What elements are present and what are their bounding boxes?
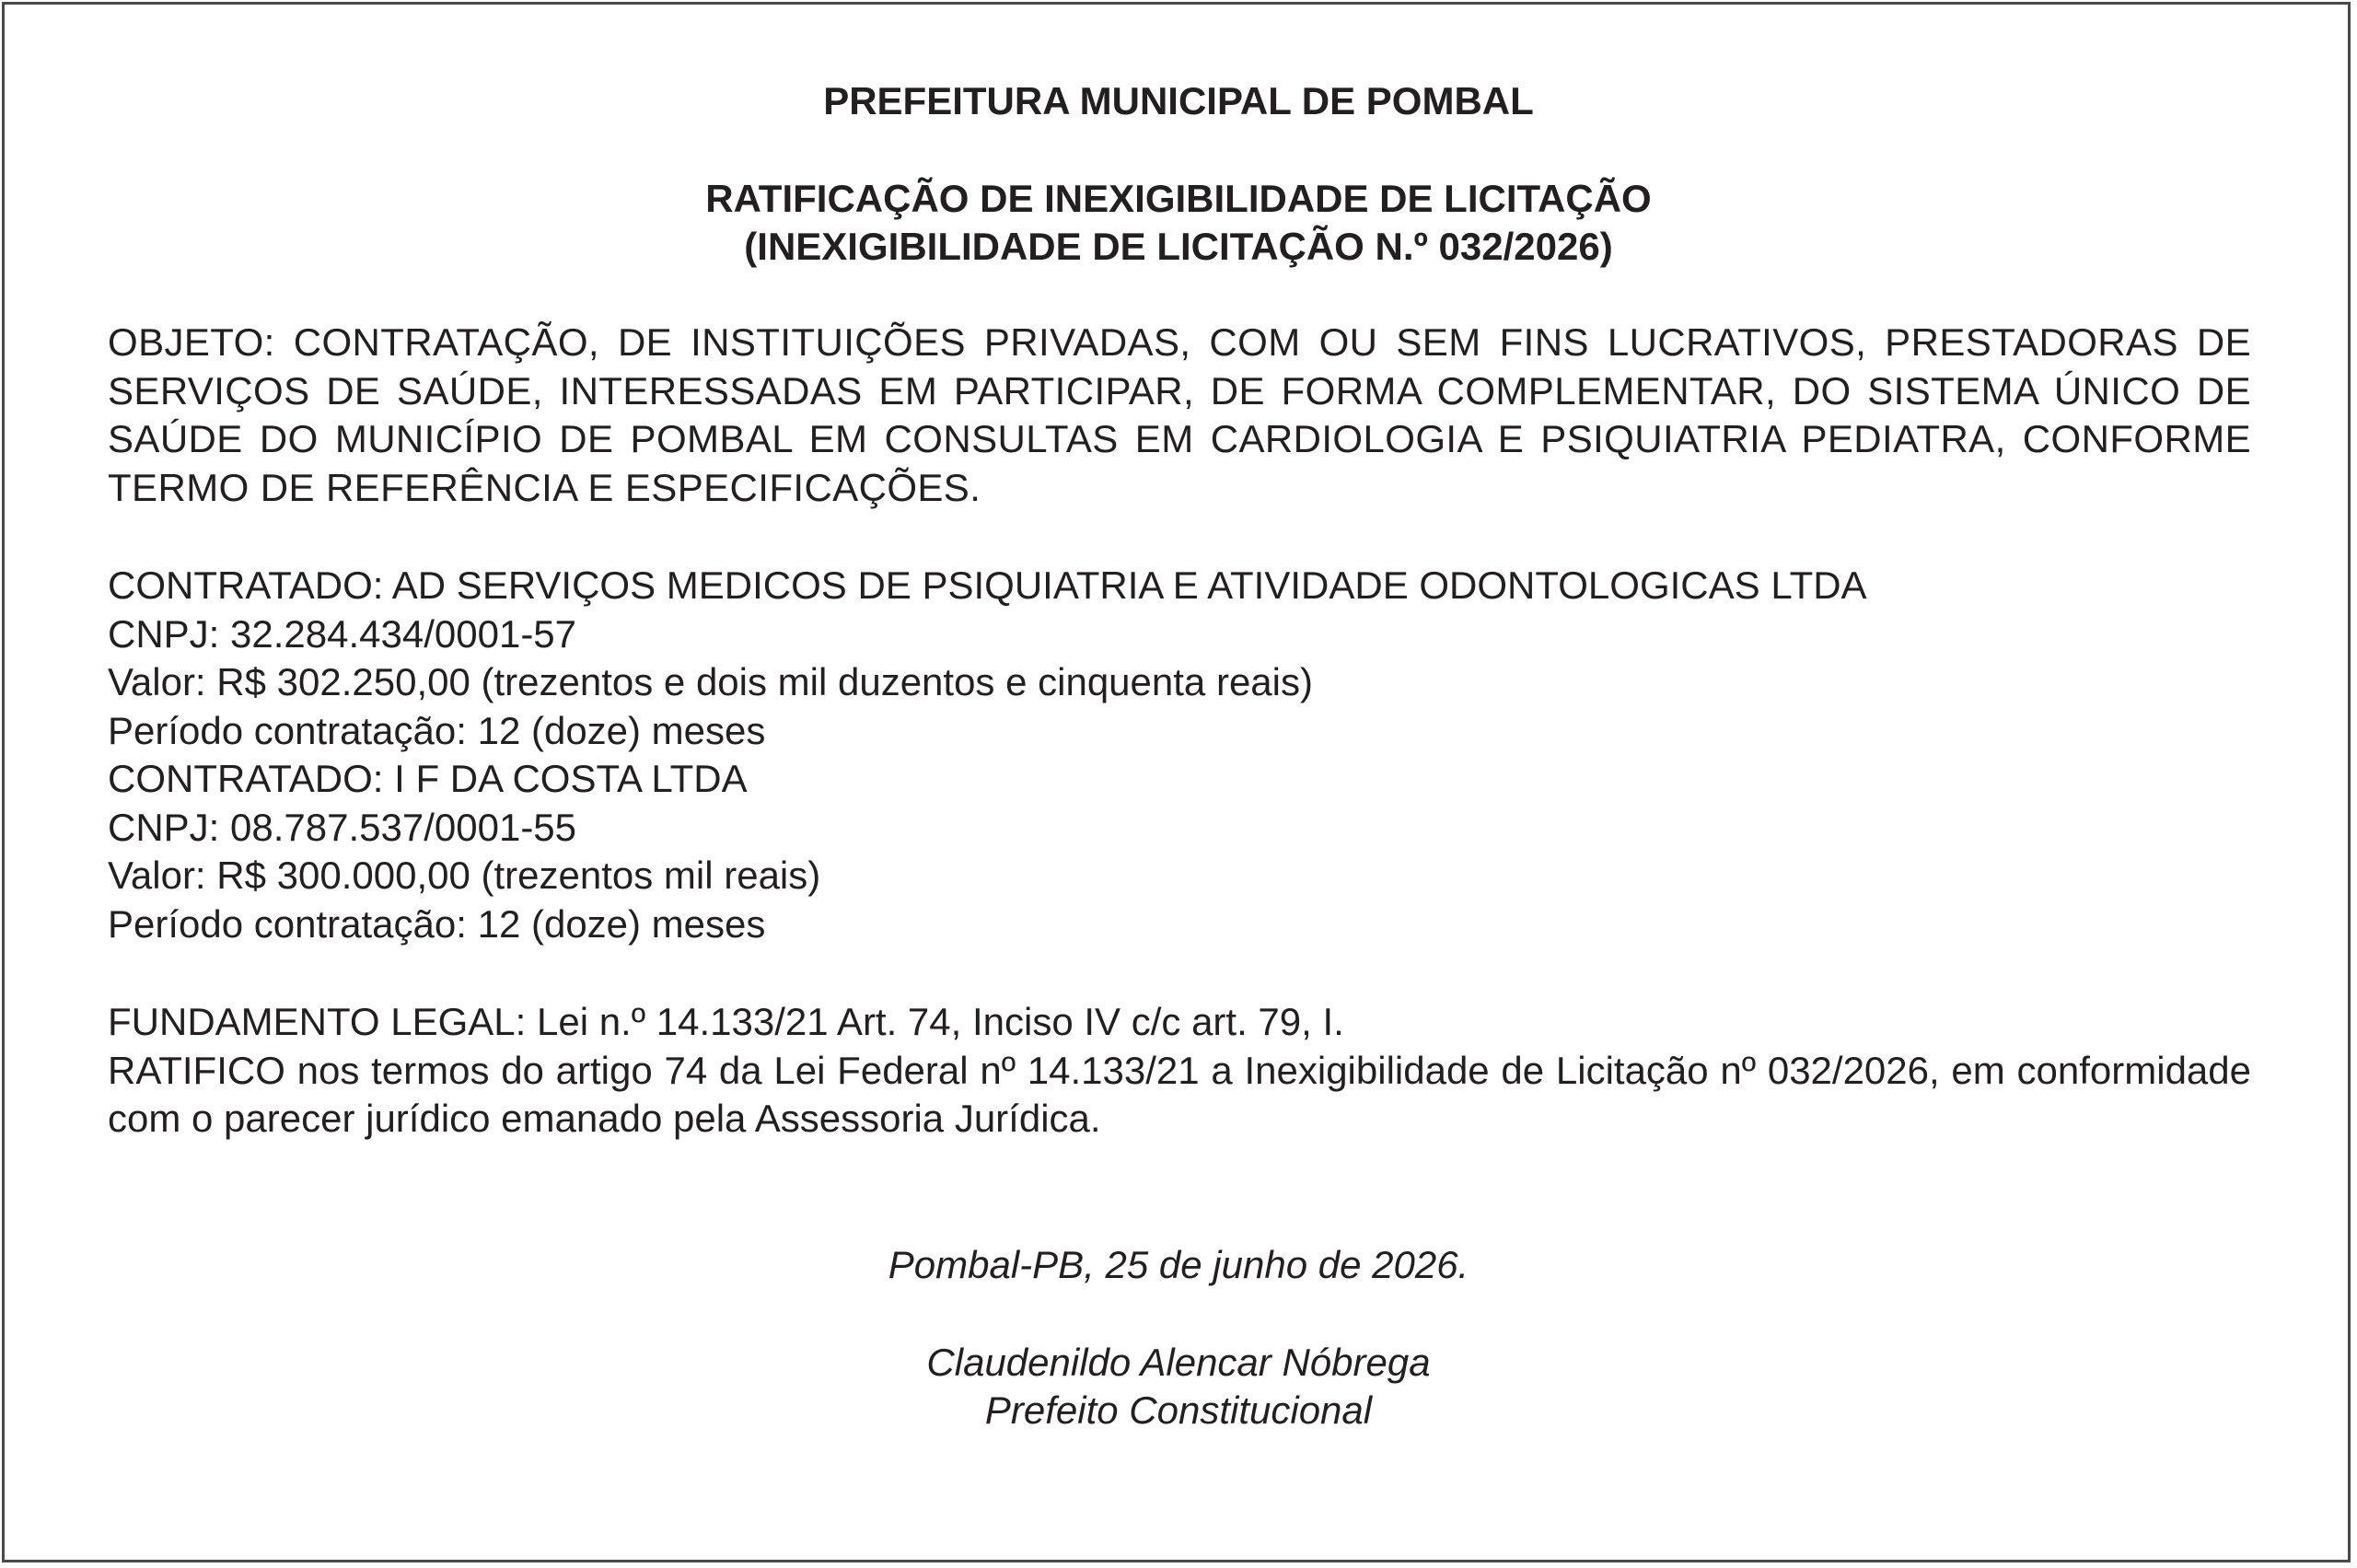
cnpj-1: CNPJ: 32.284.434/0001-57 [108,611,577,656]
periodo-1: Período contratação: 12 (doze) meses [108,708,766,752]
place-date: Pombal-PB, 25 de junho de 2026. [888,1243,1469,1286]
signatory-name: Claudenildo Alencar Nóbrega [926,1341,1431,1384]
ratifico-paragraph: RATIFICO nos termos do artigo 74 da Lei Federal nº 14.133/21 a Inexigibilidade de Licitação nº 032/2026, em conformidade com o parecer jurídico emanado pela Assessoria Jurídica. [108,1048,2251,1140]
document-subtitle: (INEXIGIBILIDADE DE LICITAÇÃO N.º 032/2026) [744,225,1613,268]
objeto-paragraph: OBJETO: CONTRATAÇÃO, DE INSTITUIÇÕES PRIVADAS, COM OU SEM FINS LUCRATIVOS, PRESTADORAS DE SERVIÇOS DE SAÚDE, INTERESSADAS EM PARTICIPAR, DE FORMA COMPLEMENTAR, DO SISTEMA ÚNICO DE SAÚDE DO MUNICÍPIO DE POMBAL EM CONSULTAS EM CARDIOLOGIA E PSIQUIATRIA PEDIATRA, CONFORME TERMO DE REFERÊNCIA E ESPECIFICAÇÕES. [108,320,2251,509]
fundamento-legal: FUNDAMENTO LEGAL: Lei n.º 14.133/21 Art. 74, Inciso IV c/c art. 79, I. [108,1000,1344,1043]
cnpj-2: CNPJ: 08.787.537/0001-55 [108,805,577,849]
contracts-block [108,562,2251,948]
entity-heading: PREFEITURA MUNICIPAL DE POMBAL [823,79,1534,122]
contratado-2: CONTRATADO: I F DA COSTA LTDA [108,757,748,800]
document-title: RATIFICAÇÃO DE INEXIGIBILIDADE DE LICITAÇÃO [705,177,1652,220]
contratado-1: CONTRATADO: AD SERVIÇOS MEDICOS DE PSIQUIATRIA E ATIVIDADE ODONTOLOGICAS LTDA [108,563,1867,607]
valor-2: Valor: R$ 300.000,00 (trezentos mil reais) [108,854,821,897]
periodo-2: Período contratação: 12 (doze) meses [108,901,766,946]
valor-1: Valor: R$ 302.250,00 (trezentos e dois mil duzentos e cinquenta reais) [108,660,1313,703]
signatory-title: Prefeito Constitucional [984,1388,1373,1432]
legal-block [108,998,2251,1144]
